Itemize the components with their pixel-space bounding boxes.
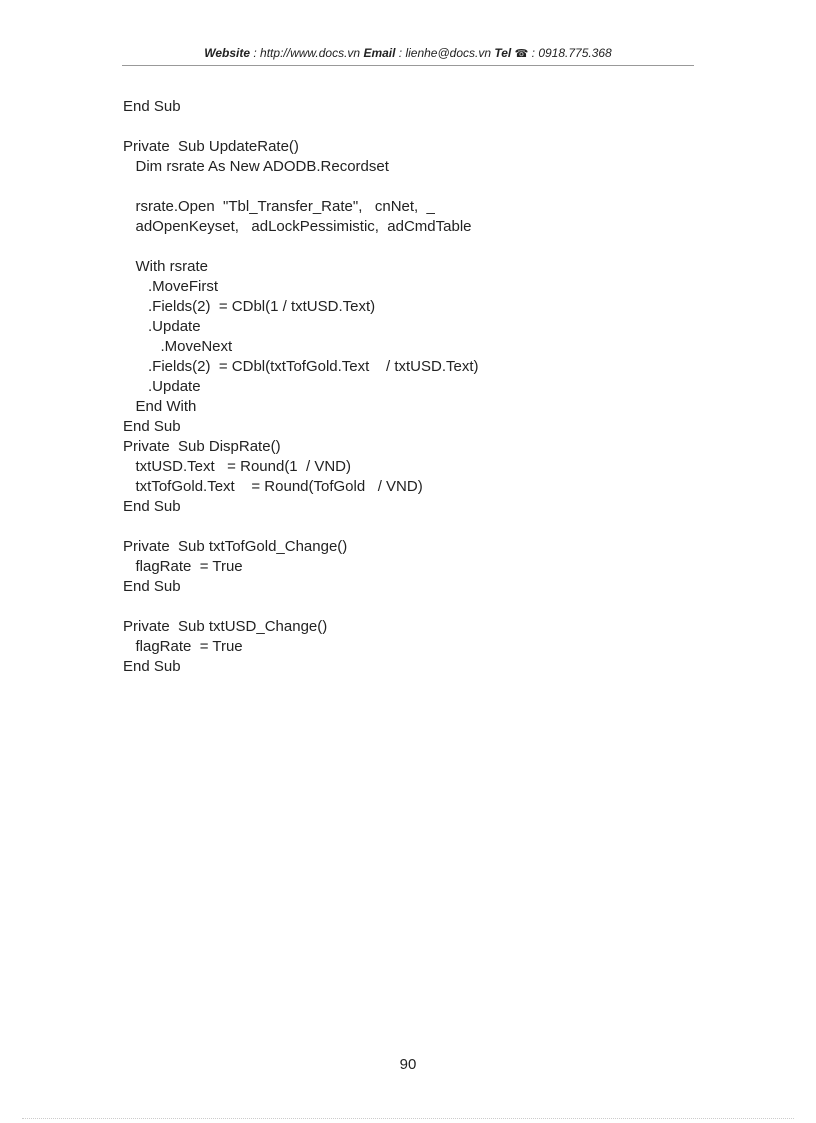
code-line: .Fields(2) = CDbl(txtTofGold.Text / txtUSD.Text): [123, 358, 479, 375]
code-line: Private Sub UpdateRate(): [123, 138, 299, 155]
header-divider: [122, 65, 694, 66]
code-line: End Sub: [123, 418, 181, 435]
code-line: End Sub: [123, 658, 181, 675]
code-line: [123, 177, 723, 197]
code-line: End Sub: [123, 498, 181, 515]
code-line: .Update: [123, 318, 201, 335]
code-line: [123, 117, 723, 137]
email-address: : lienhe@docs.vn: [395, 46, 495, 60]
tel-label: Tel: [494, 46, 512, 60]
code-line: End Sub: [123, 578, 181, 595]
code-line: End Sub: [123, 98, 181, 115]
website-url: : http://www.docs.vn: [250, 46, 364, 60]
phone-icon: ☎: [514, 48, 529, 60]
page-bottom-border: [22, 1118, 794, 1119]
code-line: [123, 237, 723, 257]
code-listing: [123, 97, 723, 677]
code-line: [123, 597, 723, 617]
code-line: Private Sub DispRate(): [123, 438, 281, 455]
code-line: [123, 517, 723, 537]
website-label: Website: [204, 46, 251, 60]
code-line: .MoveFirst: [123, 278, 219, 295]
code-line: rsrate.Open "Tbl_Transfer_Rate", cnNet, _: [123, 198, 435, 215]
page-number: 90: [399, 1056, 417, 1073]
code-line: txtTofGold.Text = Round(TofGold / VND): [123, 478, 423, 495]
code-line: .Update: [123, 378, 201, 395]
code-line: .Fields(2) = CDbl(1 / txtUSD.Text): [123, 298, 376, 315]
code-line: Dim rsrate As New ADODB.Recordset: [123, 158, 389, 175]
code-line: adOpenKeyset, adLockPessimistic, adCmdTable: [123, 218, 472, 235]
page-header: [122, 46, 694, 60]
code-line: flagRate = True: [123, 638, 243, 655]
email-label: Email: [363, 46, 396, 60]
code-line: Private Sub txtUSD_Change(): [123, 618, 328, 635]
code-line: txtUSD.Text = Round(1 / VND): [123, 458, 351, 475]
code-line: Private Sub txtTofGold_Change(): [123, 538, 348, 555]
code-line: End With: [123, 398, 197, 415]
code-line: flagRate = True: [123, 558, 243, 575]
code-line: With rsrate: [123, 258, 209, 275]
code-line: .MoveNext: [123, 338, 233, 355]
tel-number: : 0918.775.368: [528, 46, 612, 60]
